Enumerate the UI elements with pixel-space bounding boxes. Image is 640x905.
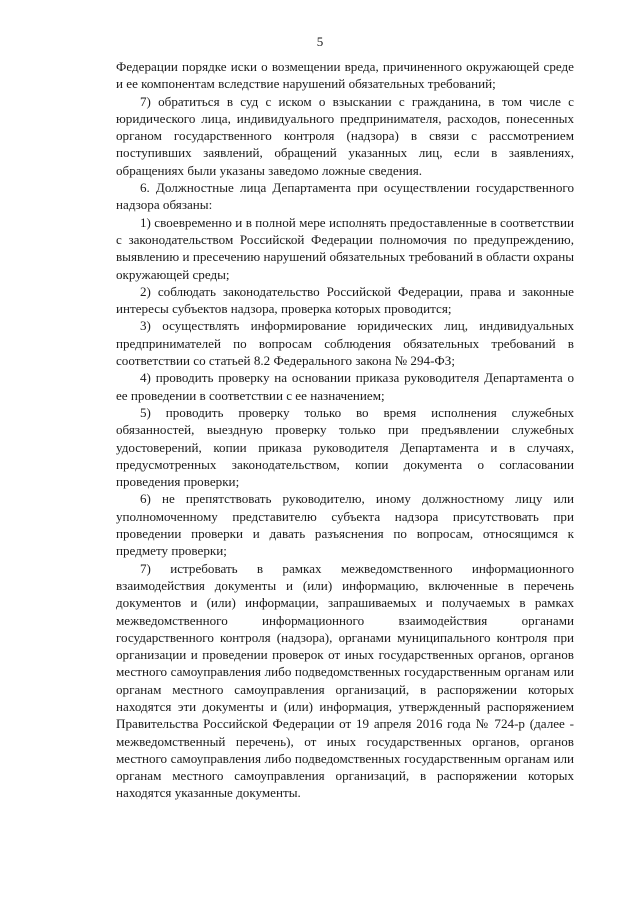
paragraph-continuation: Федерации порядке иски о возмещении вреда, причиненного окружающей среде и ее компонентам вследствие нарушений обязательных требований; bbox=[116, 59, 574, 92]
paragraph-duty-1: 1) своевременно и в полной мере исполнять предоставленные в соответствии с законодательством Российской Федерации полномочия по предупреждению, выявлению и пресечению нарушений обязательных требований в области охраны окружающей среды; bbox=[116, 214, 574, 282]
paragraph-section-6-heading: 6. Должностные лица Департамента при осуществлении государственного надзора обязаны: bbox=[116, 180, 574, 213]
paragraph-duty-5: 5) проводить проверку только во время исполнения служебных обязанностей, выездную проверку только при предъявлении служебных удостоверений, копии приказа руководителя Департамента и в случаях, предусмотренных законодательством, копии документа о согласовании проведения проверки; bbox=[116, 404, 574, 490]
paragraph-duty-2: 2) соблюдать законодательство Российской Федерации, права и законные интересы субъектов надзора, проверка которых проводится; bbox=[116, 283, 574, 317]
paragraph-duty-6: 6) не препятствовать руководителю, иному должностному лицу или уполномоченному представителю субъекта надзора присутствовать при проведении проверки и давать разъяснения по вопросам, относящимся к предмету проверки; bbox=[116, 491, 574, 559]
paragraph-duty-7: 7) истребовать в рамках межведомственного информационного взаимодействия документы и (или) информацию, включенные в перечень документов и (или) информации, запрашиваемых и получаемых в рамках межведомственного информационного взаимодействия органами государственного контроля (надзора), органами муниципального контроля при организации и проведении проверок от иных государственных органов, органов местного самоуправления либо подведомственных государственным органам или органам местного самоуправления организаций, в распоряжении которых находятся эти документы и (или) информация, утвержденный распоряжением Правительства Российской Федерации от 19 апреля 2016 года № 724-р (далее - межведомственный перечень), от иных государственных органов, органов местного самоуправления либо подведомственных государственным органам или органам местного самоуправления организаций, в распоряжении которых находятся указанные документы. bbox=[116, 560, 574, 801]
document-body bbox=[116, 58, 574, 802]
paragraph-item-7-lawsuit: 7) обратиться в суд с иском о взыскании с гражданина, в том числе с юридического лица, индивидуального предпринимателя, расходов, понесенных органом государственного контроля (надзора) в связи с рассмотрением поступивших заявлений, обращений указанных лиц, если в заявлениях, обращениях были указаны заведомо ложные сведения. bbox=[116, 93, 574, 178]
paragraph-duty-4: 4) проводить проверку на основании приказа руководителя Департамента о ее проведении в соответствии с ее назначением; bbox=[116, 370, 574, 403]
page-number: 5 bbox=[316, 34, 324, 49]
paragraph-duty-3: 3) осуществлять информирование юридических лиц, индивидуальных предпринимателей по вопросам соблюдения обязательных требований в соответствии со статьей 8.2 Федерального закона № 294-ФЗ; bbox=[116, 318, 574, 369]
